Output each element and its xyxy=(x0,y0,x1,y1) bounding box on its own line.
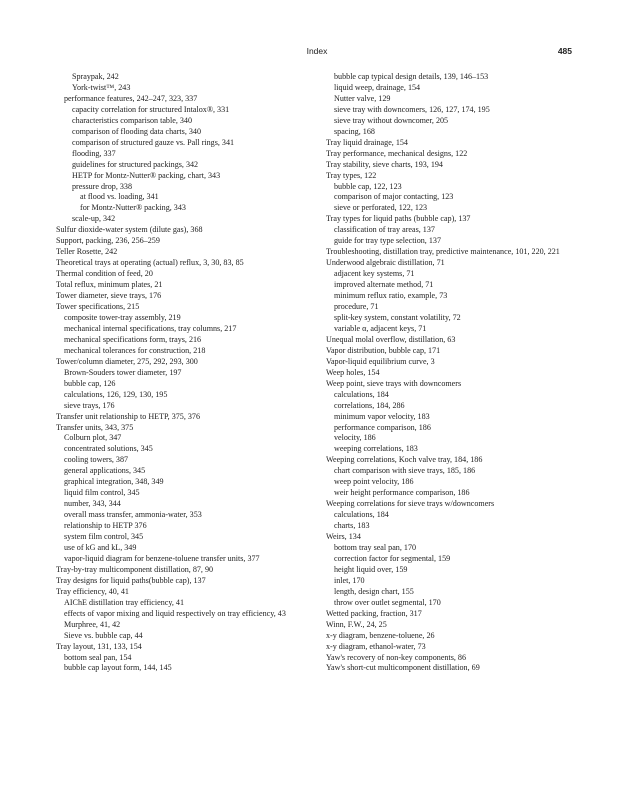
index-entry: bottom tray seal pan, 170 xyxy=(334,542,417,552)
index-entry: bottom seal pan, 154 xyxy=(64,652,132,662)
index-entry: x-y diagram, benzene-toluene, 26 xyxy=(326,630,435,640)
index-entry: inlet, 170 xyxy=(334,575,365,585)
index-entry: guide for tray type selection, 137 xyxy=(334,236,441,246)
index-entry: Teller Rosette, 242 xyxy=(56,247,118,257)
index-entry: Yaw's short-cut multicomponent distillation, 69 xyxy=(326,663,480,673)
index-entry: improved alternate method, 71 xyxy=(334,280,434,290)
index-entry: comparison of structured gauze vs. Pall rings, 341 xyxy=(72,137,235,147)
index-entry: bubble cap, 126 xyxy=(64,378,116,388)
index-entry: Transfer units, 343, 375 xyxy=(56,422,134,432)
index-entry: Underwood algebraic distillation, 71 xyxy=(326,258,445,268)
index-entry: graphical integration, 348, 349 xyxy=(64,477,164,487)
running-head-title: Index xyxy=(306,46,328,56)
index-entry: bubble cap layout form, 144, 145 xyxy=(64,663,172,673)
index-entry: Weep holes, 154 xyxy=(326,367,380,377)
index-entry: Support, packing, 236, 256–259 xyxy=(56,236,160,246)
index-entry: minimum reflux ratio, example, 73 xyxy=(334,291,448,301)
index-entry: Weirs, 134 xyxy=(326,532,361,542)
index-entry: calculations, 184 xyxy=(334,510,389,520)
index-entry: Weep point, sieve trays with downcomers xyxy=(326,378,462,388)
index-entry: Tower specifications, 215 xyxy=(56,302,140,312)
index-entry: weeping correlations, 183 xyxy=(334,444,418,454)
index-column-right xyxy=(326,72,576,674)
index-entry: procedure, 71 xyxy=(334,302,379,312)
index-entry: charts, 183 xyxy=(334,521,370,531)
page-number: 485 xyxy=(557,46,572,56)
page-header xyxy=(62,46,572,60)
index-entry: Theoretical trays at operating (actual) reflux, 3, 30, 83, 85 xyxy=(56,258,244,268)
index-entry: AIChE distillation tray efficiency, 41 xyxy=(64,597,185,607)
index-entry: Tower diameter, sieve trays, 176 xyxy=(56,291,162,301)
index-entry: Tray performance, mechanical designs, 122 xyxy=(326,148,468,158)
index-entry: sieve tray without downcomer, 205 xyxy=(334,115,449,125)
index-entry: Tray designs for liquid paths(bubble cap), 137 xyxy=(56,575,206,585)
index-entry: Colburn plot, 347 xyxy=(64,433,122,443)
index-entry: Brown-Souders tower diameter, 197 xyxy=(64,367,182,377)
index-entry: mechanical tolerances for construction, 218 xyxy=(64,345,206,355)
index-entry: Vapor-liquid equilibrium curve, 3 xyxy=(326,356,435,366)
index-entry: Tray stability, sieve charts, 193, 194 xyxy=(326,159,443,169)
index-entry: Tray types, 122 xyxy=(326,170,377,180)
index-entry: Tray liquid drainage, 154 xyxy=(326,137,408,147)
index-entry: height liquid over, 159 xyxy=(334,564,408,574)
index-entry: Tray layout, 131, 133, 154 xyxy=(56,641,142,651)
index-entry: for Montz-Nutter® packing, 343 xyxy=(80,203,186,213)
index-entry: sieve or perforated, 122, 123 xyxy=(334,203,428,213)
index-entry: velocity, 186 xyxy=(334,433,376,443)
index-entry: Tray-by-tray multicomponent distillation, 87, 90 xyxy=(56,564,214,574)
index-entry: liquid film control, 345 xyxy=(64,488,140,498)
index-entry: bubble cap, 122, 123 xyxy=(334,181,402,191)
index-entry: performance features, 242–247, 323, 337 xyxy=(64,93,198,103)
index-entry: correlations, 184, 286 xyxy=(334,400,405,410)
index-entry: Transfer unit relationship to HETP, 375, 376 xyxy=(56,411,201,421)
index-entry: capacity correlation for structured Intalox®, 331 xyxy=(72,104,230,114)
index-entry: spacing, 168 xyxy=(334,126,375,136)
index-entry: bubble cap typical design details, 139, 146–153 xyxy=(334,72,489,81)
index-entry: comparison of flooding data charts, 340 xyxy=(72,126,202,136)
index-entry: weep point velocity, 186 xyxy=(334,477,414,487)
index-entry: mechanical specifications form, trays, 216 xyxy=(64,334,202,344)
index-entry: length, design chart, 155 xyxy=(334,586,414,596)
index-entry: Spraypak, 242 xyxy=(72,72,119,81)
index-entry: general applications, 345 xyxy=(64,466,146,476)
index-entry: throw over outlet segmental, 170 xyxy=(334,597,441,607)
index-entry: Vapor distribution, bubble cap, 171 xyxy=(326,345,441,355)
index-entry: Sieve vs. bubble cap, 44 xyxy=(64,630,143,640)
index-entry: sieve tray with downcomers, 126, 127, 174, 195 xyxy=(334,104,490,114)
index-entry: adjacent key systems, 71 xyxy=(334,269,415,279)
index-entry: flooding, 337 xyxy=(72,148,116,158)
index-entry: use of kG and kL, 349 xyxy=(64,542,137,552)
index-entry: minimum vapor velocity, 183 xyxy=(334,411,430,421)
index-entry: classification of tray areas, 137 xyxy=(334,225,435,235)
index-entry: performance comparison, 186 xyxy=(334,422,431,432)
index-entry: Nutter valve, 129 xyxy=(334,93,391,103)
index-column-left xyxy=(56,72,318,674)
index-entry: calculations, 126, 129, 130, 195 xyxy=(64,389,168,399)
index-entry: system film control, 345 xyxy=(64,532,144,542)
index-entry: liquid weep, drainage, 154 xyxy=(334,82,421,92)
index-entry: Tray efficiency, 40, 41 xyxy=(56,586,129,596)
index-entry: Wetted packing, fraction, 317 xyxy=(326,608,422,618)
index-entry: composite tower-tray assembly, 219 xyxy=(64,312,181,322)
index-entry: characteristics comparison table, 340 xyxy=(72,115,193,125)
index-entry: correction factor for segmental, 159 xyxy=(334,553,451,563)
index-entry: Unequal molal overflow, distillation, 63 xyxy=(326,334,456,344)
index-entry: York-twist™, 243 xyxy=(72,82,131,92)
index-entry: HETP for Montz-Nutter® packing, chart, 343 xyxy=(72,170,221,180)
index-entry: split-key system, constant volatility, 72 xyxy=(334,312,461,322)
index-entry: Tower/column diameter, 275, 292, 293, 300 xyxy=(56,356,198,366)
index-entry: Total reflux, minimum plates, 21 xyxy=(56,280,163,290)
index-entry: Murphree, 41, 42 xyxy=(64,619,121,629)
index-entry: sieve trays, 176 xyxy=(64,400,115,410)
index-entry: Sulfur dioxide-water system (dilute gas), 368 xyxy=(56,225,203,235)
index-entry: concentrated solutions, 345 xyxy=(64,444,153,454)
index-entry: number, 343, 344 xyxy=(64,499,121,509)
index-entry: Weeping correlations, Koch valve tray, 184, 186 xyxy=(326,455,483,465)
index-entry: comparison of major contacting, 123 xyxy=(334,192,454,202)
index-entry: pressure drop, 338 xyxy=(72,181,133,191)
index-entry: effects of vapor mixing and liquid respectively on tray efficiency, 43 xyxy=(64,608,286,618)
index-entry: Winn, F.W., 24, 25 xyxy=(326,619,387,629)
index-entry: Thermal condition of feed, 20 xyxy=(56,269,153,279)
index-entry: at flood vs. loading, 341 xyxy=(80,192,159,202)
index-entry: relationship to HETP 376 xyxy=(64,521,147,531)
index-entry: Yaw's recovery of non-key components, 86 xyxy=(326,652,466,662)
index-entry: vapor-liquid diagram for benzene-toluene transfer units, 377 xyxy=(64,553,260,563)
index-entry: Weeping correlations for sieve trays w/downcomers xyxy=(326,499,495,509)
index-entry: calculations, 184 xyxy=(334,389,389,399)
index-entry: chart comparison with sieve trays, 185, 186 xyxy=(334,466,476,476)
index-entry: weir height performance comparison, 186 xyxy=(334,488,470,498)
index-entry: scale-up, 342 xyxy=(72,214,116,224)
index-entry: Troubleshooting, distillation tray, predictive maintenance, 101, 220, 221 xyxy=(326,247,560,257)
index-entry: cooling towers, 387 xyxy=(64,455,129,465)
index-entry: x-y diagram, ethanol-water, 73 xyxy=(326,641,426,651)
index-entry: Tray types for liquid paths (bubble cap), 137 xyxy=(326,214,471,224)
index-entry: overall mass transfer, ammonia-water, 353 xyxy=(64,510,202,520)
index-entry: mechanical internal specifications, tray columns, 217 xyxy=(64,323,237,333)
index-entry: guidelines for structured packings, 342 xyxy=(72,159,199,169)
index-entry: variable α, adjacent keys, 71 xyxy=(334,323,427,333)
